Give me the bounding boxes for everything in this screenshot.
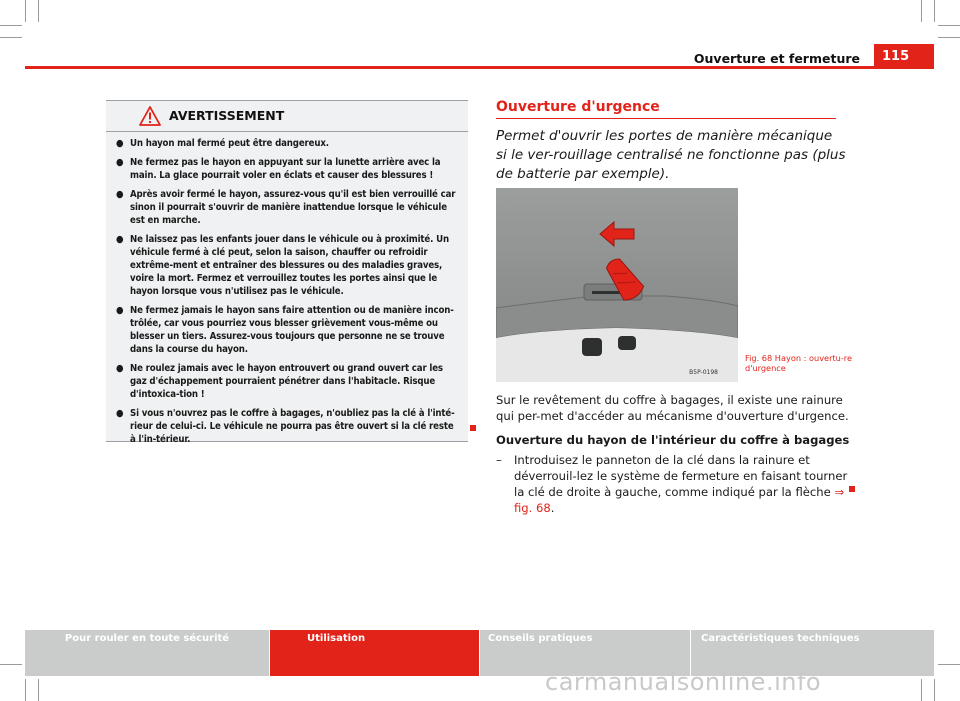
crop-mark — [0, 664, 22, 665]
warning-item: ● Si vous n'ouvrez pas le coffre à bagages, n'oubliez pas la clé à l'inté-rieur de celui-ci. Le véhicule ne pourra pas être ouvert si la clé reste à l'in-térieur. — [116, 408, 455, 445]
crop-mark — [921, 679, 922, 701]
procedure-heading: Ouverture du hayon de l'intérieur du coffre à bagages — [496, 433, 850, 447]
section-title: Ouverture d'urgence — [496, 99, 660, 115]
warning-item: ● Ne laissez pas les enfants jouer dans le véhicule ou à proximité. Un véhicule fermé à clé peut, selon la saison, chauffer ou refroidir extrême-ment et entraîner des blessures ou des maladies graves, voire la mort. Fermez et verrouillez toutes les portes ainsi que le hayon lorsque vous n'utilisez pas le véhicule. — [116, 234, 449, 297]
crop-mark — [938, 25, 960, 26]
figure-illustration — [496, 188, 738, 382]
watermark: carmanualsonline.info — [545, 668, 822, 696]
warning-item: ● Ne roulez jamais avec le hayon entrouvert ou grand ouvert car les gaz d'échappement pourraient pénétrer dans l'habitacle. Risque d'intoxica-tion ! — [116, 363, 443, 400]
body-paragraph: Sur le revêtement du coffre à bagages, il existe une rainure qui per-met d'accéder au mécanisme d'ouverture d'urgence. — [496, 393, 849, 423]
warning-triangle-icon — [139, 106, 161, 126]
tab-safety[interactable]: Pour rouler en toute sécurité — [25, 630, 269, 676]
crop-mark — [921, 0, 922, 22]
step-text: Introduisez le panneton de la clé dans la rainure et déverrouil-lez le système de fermeture en faisant tourner la clé de droite à gauche, comme indiqué par la flèche — [514, 453, 848, 499]
warning-box — [106, 100, 468, 445]
figure-tailgate-emergency-opening — [496, 188, 738, 382]
figure-caption: Fig. 68 Hayon : ouvertu-re d'urgence — [745, 353, 853, 373]
tab-practical-tips[interactable]: Conseils pratiques — [479, 630, 690, 676]
crop-mark — [38, 0, 39, 22]
step-dash: – — [496, 453, 502, 467]
end-of-section-marker — [470, 425, 476, 431]
crop-mark — [38, 679, 39, 701]
bullet-icon: ● — [116, 305, 124, 316]
bullet-icon: ● — [116, 408, 124, 419]
crop-mark — [938, 37, 960, 38]
crop-mark — [0, 37, 22, 38]
tab-operation[interactable]: Utilisation — [269, 630, 479, 676]
crop-mark — [934, 0, 935, 22]
bullet-icon: ● — [116, 363, 124, 374]
warning-list — [116, 137, 462, 452]
figure-link[interactable]: ⇒ fig. 68 — [514, 485, 845, 515]
warning-item: ● Après avoir fermé le hayon, assurez-vous qu'il est bien verrouillé car sinon il pourrait s'ouvrir de manière inattendue lorsque le véhicule est en marche. — [116, 189, 456, 226]
warning-title: AVERTISSEMENT — [169, 108, 285, 123]
crop-mark — [0, 25, 22, 26]
warning-item: ● Un hayon mal fermé peut être dangereux. — [116, 138, 329, 149]
running-header-title: Ouverture et fermeture — [693, 51, 860, 66]
crop-mark — [938, 664, 960, 665]
bullet-icon: ● — [116, 138, 124, 149]
section-rule — [496, 118, 836, 119]
warning-item: ● Ne fermez pas le hayon en appuyant sur la lunette arrière avec la main. La glace pourrait voler en éclats et causer des blessures ! — [116, 157, 441, 181]
header-rule — [25, 66, 934, 69]
warning-header — [106, 101, 468, 132]
page-number: 115 — [874, 44, 934, 68]
crop-mark — [934, 679, 935, 701]
figure-code: B5P-0198 — [689, 369, 718, 376]
bullet-icon: ● — [116, 234, 124, 245]
crop-mark — [25, 679, 26, 701]
tab-technical-data[interactable]: Caractéristiques techniques — [690, 630, 934, 676]
bullet-icon: ● — [116, 189, 124, 200]
end-of-section-marker — [849, 486, 855, 492]
crop-mark — [25, 0, 26, 22]
procedure-step: – Introduisez le panneton de la clé dans la rainure et déverrouil-lez le système de fermeture en faisant tourner la clé de droite à gauche, comme indiqué par la flèche ⇒ fig. 68. — [496, 453, 848, 515]
bullet-icon: ● — [116, 157, 124, 168]
section-intro: Permet d'ouvrir les portes de manière mécanique si le ver-rouillage centralisé ne fonctionne pas (plus de batterie par exemple). — [496, 128, 846, 182]
warning-item: ● Ne fermez jamais le hayon sans faire attention ou de manière incon-trôlée, car vous pourriez vous blesser grièvement vous-même ou blesser un tiers. Assurez-vous toujours que personne ne se trouve dans la course du hayon. — [116, 305, 454, 355]
